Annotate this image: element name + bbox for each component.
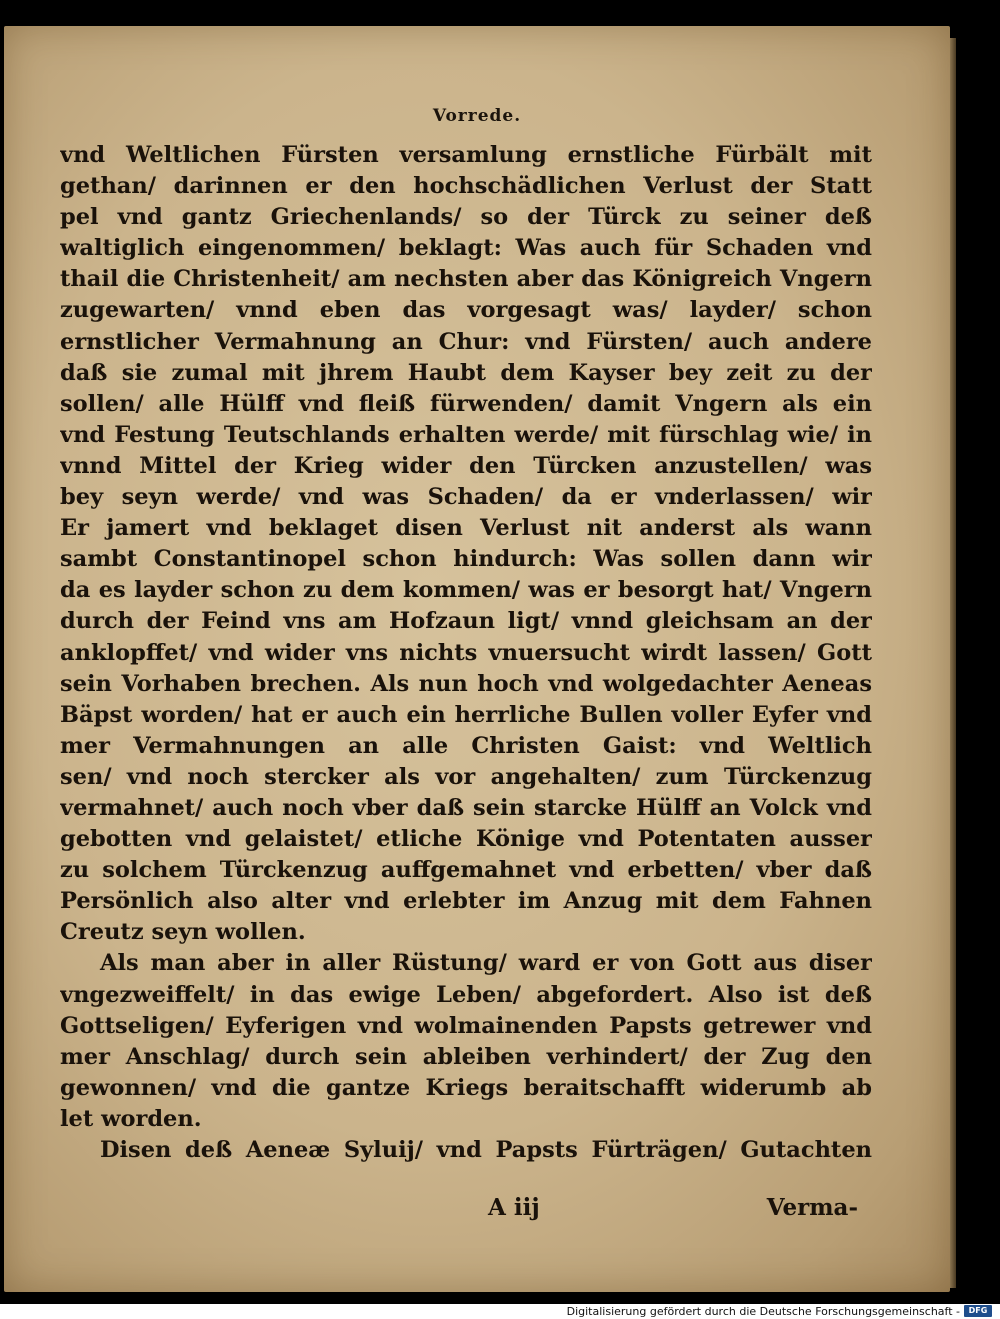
text-line: da es layder schon zu dem kommen/ was er besorgt hat/ Vngern [60,577,872,604]
text-line: vngezweiffelt/ in das ewige Leben/ abgefordert. Also ist deß [60,981,872,1008]
text-line: daß sie zumal mit jhrem Haubt dem Kayser bey zeit zu der [60,359,872,386]
text-line: sambt Constantinopel schon hindurch: Was sollen dann wir [60,546,872,573]
text-line: vnnd Mittel der Krieg wider den Türcken anzustellen/ was [60,452,872,479]
body-text [60,140,872,1166]
text-line: vnd Festung Teutschlands erhalten werde/ mit fürschlag wie/ in [60,421,872,448]
text-line: thail die Christenheit/ am nechsten aber das Königreich Vngern [60,266,872,293]
dfg-logo: DFG [964,1305,992,1317]
signature-row [60,1194,872,1230]
catchword: Verma- [766,1194,858,1221]
text-line: Gottseligen/ Eyferigen vnd wolmainenden Papsts getrewer vnd [60,1012,872,1039]
text-line: Creutz seyn wollen. [60,919,306,946]
text-line: sein Vorhaben brechen. Als nun hoch vnd wolgedachter Aeneas [60,670,872,697]
text-line: gewonnen/ vnd die gantze Kriegs beraitschafft widerumb ab [60,1074,872,1101]
text-line: vermahnet/ auch noch vber daß sein starcke Hülff an Volck vnd [60,794,872,821]
text-line: waltiglich eingenommen/ beklagt: Was auch für Schaden vnd [60,235,872,262]
text-line: mer Anschlag/ durch sein ableiben verhindert/ der Zug den [60,1043,872,1070]
signature-mark: A iij [488,1194,540,1221]
text-line: sollen/ alle Hülff vnd fleiß fürwenden/ damit Vngern als ein [60,390,872,417]
text-line: durch der Feind vns am Hofzaun ligt/ vnnd gleichsam an der [60,608,872,635]
text-line: Als man aber in aller Rüstung/ ward er von Gott aus diser [100,950,872,977]
page-edge [950,38,956,1288]
text-line: vnd Weltlichen Fürsten versamlung ernstliche Fürbält mit [60,142,872,168]
text-line: pel vnd gantz Griechenlands/ so der Türck zu seiner deß [60,204,872,231]
text-line: mer Vermahnungen an alle Christen Gaist: vnd Weltlich [60,732,872,759]
text-line: Disen deß Aeneæ Syluij/ vnd Papsts Fürträgen/ Gutachten [100,1137,872,1163]
text-line: zugewarten/ vnnd eben das vorgesagt was/ layder/ schon [60,297,872,324]
text-line: bey seyn werde/ vnd was Schaden/ da er vnderlassen/ wir [60,484,872,511]
text-line: zu solchem Türckenzug auffgemahnet vnd erbetten/ vber daß [60,857,872,884]
scanned-page-area [0,24,1000,1304]
text-line: sen/ vnd noch stercker als vor angehalten/ zum Türckenzug [60,763,872,790]
text-line: Er jamert vnd beklaget disen Verlust nit anderst als wann [60,515,872,542]
running-head: Vorrede. [432,106,522,126]
funding-credit: Digitalisierung gefördert durch die Deutsche Forschungsgemeinschaft - [566,1305,960,1318]
text-line: let worden. [60,1105,202,1132]
text-line: gebotten vnd gelaistet/ etliche Könige vnd Potentaten ausser [60,826,872,853]
text-line: Bäpst worden/ hat er auch ein herrliche Bullen voller Eyfer vnd [60,701,872,728]
text-line: gethan/ darinnen er den hochschädlichen Verlust der Statt [60,173,872,200]
book-page [4,26,950,1292]
text-line: ernstlicher Vermahnung an Chur: vnd Fürsten/ auch andere [60,328,872,355]
text-line: anklopffet/ vnd wider vns nichts vnuersucht wirdt lassen/ Gott [60,639,872,666]
footer-bar [0,1304,1000,1319]
text-line: Persönlich also alter vnd erlebter im Anzug mit dem Fahnen [60,888,872,915]
